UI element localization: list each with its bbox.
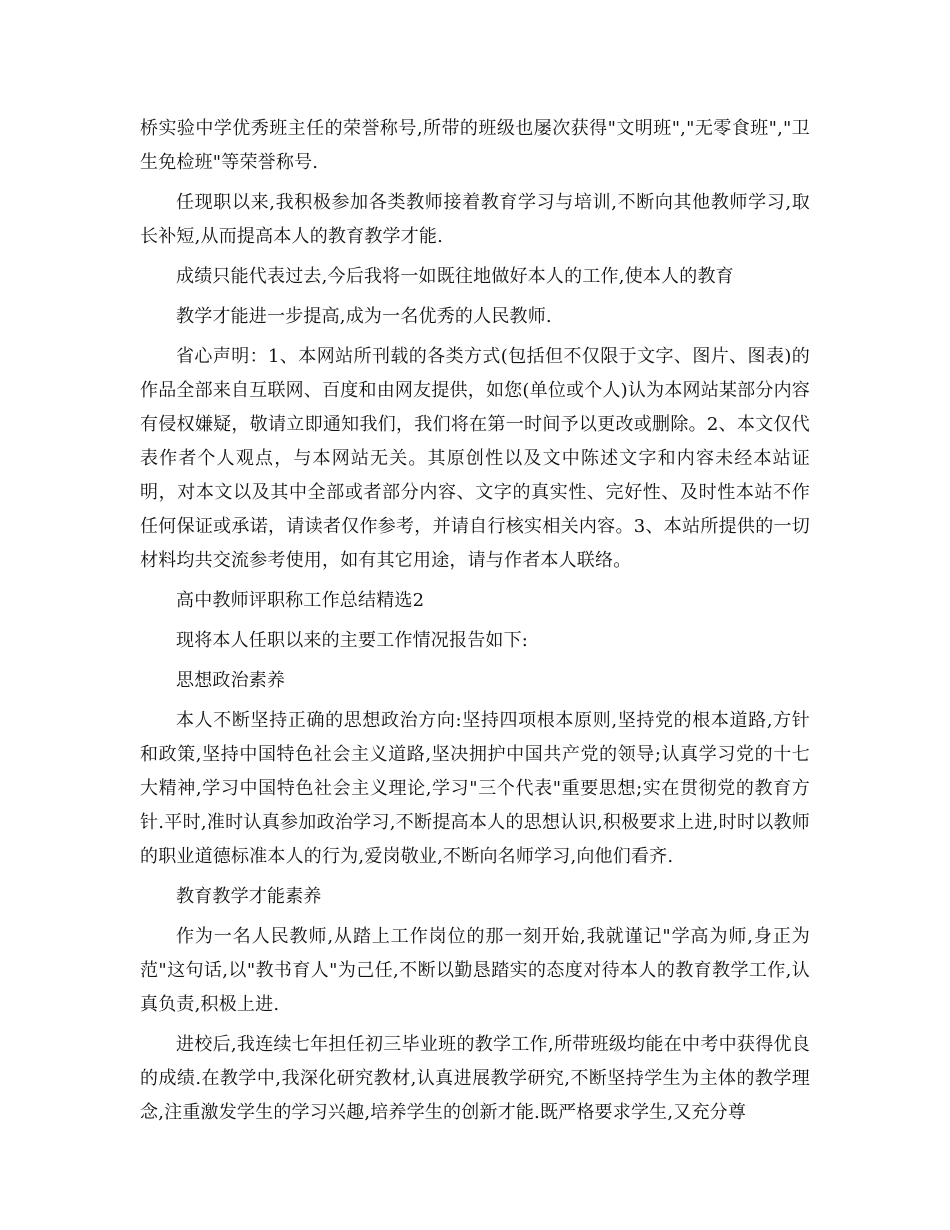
paragraph-3: 成绩只能代表过去,今后我将一如既往地做好本人的工作,使本人的教育 [176,266,734,287]
intro-paragraph: 现将本人任职以来的主要工作情况报告如下: [176,630,529,651]
section-title: 高中教师评职称工作总结精选2 [176,590,425,611]
teaching-paragraph-2: 进校后,我连续七年担任初三毕业班的教学工作,所带班级均能在中考中获得优良的成绩.在教学中,我深化研究教材,认真进展教学研究,不断坚持学生为主体的教学理念,注重激发学生的学习兴趣,培养学生的创新才能.既严格要求学生,又充分尊 [140,1034,810,1123]
document-body [140,112,810,1130]
paragraph-4: 教学才能进一步提高,成为一名优秀的人民教师. [176,306,552,327]
political-paragraph: 本人不断坚持正确的思想政治方向:坚持四项根本原则,坚持党的根本道路,方针和政策,坚持中国特色社会主义道路,坚决拥护中国共产党的领导;认真学习党的十七大精神,学习中国特色社会主义理论,学习"三个代表"重要思想;实在贯彻党的教育方针.平时,准时认真参加政治学习,不断提高本人的思想认识,积极要求上进,时时以教师的职业道德标准本人的行为,爱岗敬业,不断向名师学习,向他们看齐. [140,710,810,867]
disclaimer-paragraph: 省心声明：1、本网站所刊载的各类方式(包括但不仅限于文字、图片、图表)的作品全部来自互联网、百度和由网友提供，如您(单位或个人)认为本网站某部分内容有侵权嫌疑，敬请立即通知我们，我们将在第一时间予以更改或删除。2、本文仅代表作者个人观点，与本网站无关。其原创性以及文中陈述文字和内容未经本站证明，对本文以及其中全部或者部分内容、文字的真实性、完好性、及时性本站不作任何保证或承诺，请读者仅作参考，并请自行核实相关内容。3、本站所提供的一切材料均共交流参考使用，如有其它用途，请与作者本人联络。 [140,346,810,571]
paragraph-1: 桥实验中学优秀班主任的荣誉称号,所带的班级也屡次获得"文明班","无零食班","卫生免检班"等荣誉称号. [140,118,810,173]
paragraph-2: 任现职以来,我积极参加各类教师接着教育学习与培训,不断向其他教师学习,取长补短,从而提高本人的教育教学才能. [140,192,810,247]
teaching-paragraph-1: 作为一名人民教师,从踏上工作岗位的那一刻开始,我就谨记"学高为师,身正为范"这句话,以"教书育人"为己任,不断以勤恳踏实的态度对待本人的教育教学工作,认真负责,积极上进. [140,926,810,1015]
subheading-political: 思想政治素养 [176,670,286,691]
subheading-teaching: 教育教学才能素养 [176,886,322,907]
